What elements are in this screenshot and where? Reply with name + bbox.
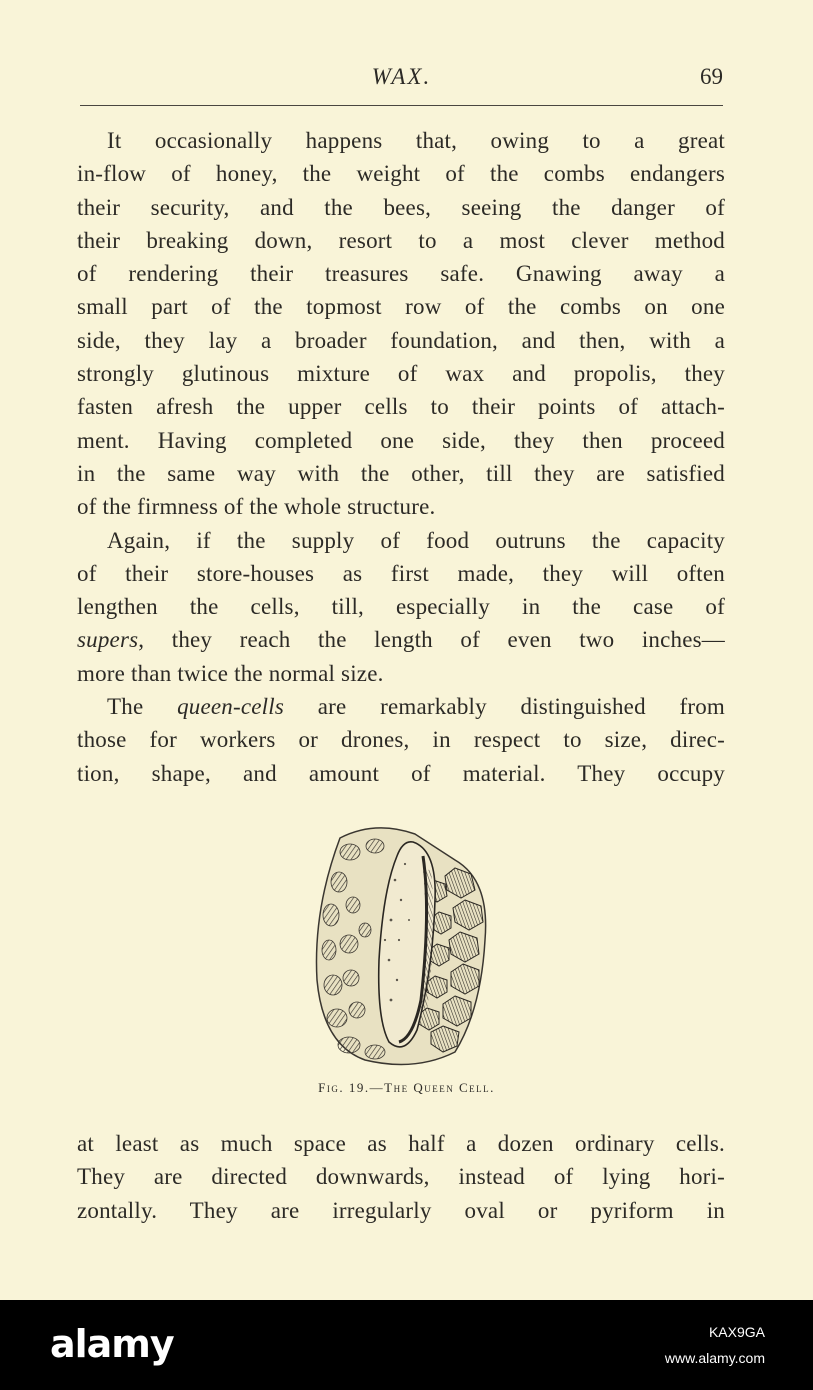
text-line: in the same way with the other, till they are satisfied	[77, 460, 725, 486]
text-line: their security, and the bees, seeing the danger of	[77, 194, 725, 220]
queen-cell-engraving-icon	[305, 820, 495, 1072]
page-number: 69	[700, 64, 723, 89]
text-line: of their store-houses as first made, they will often	[77, 560, 725, 586]
text-line: lengthen the cells, till, especially in the case of	[77, 594, 725, 620]
text-line-italic-term: The queen-cells are remarkably distinguished from	[107, 694, 725, 720]
text-line: of the firmness of the whole structure.	[77, 494, 436, 520]
text-line: small part of the topmost row of the combs on one	[77, 294, 725, 320]
watermark-url: www.alamy.com	[664, 1350, 765, 1366]
body-text-top	[77, 124, 725, 790]
text-line: more than twice the normal size.	[77, 660, 384, 686]
text-line: those for workers or drones, in respect to size, direc-	[77, 727, 725, 753]
text-line: tion, shape, and amount of material. They occupy	[77, 760, 725, 786]
header-rule	[80, 105, 723, 106]
text-line: ment. Having completed one side, they then proceed	[77, 427, 725, 453]
text-line: Again, if the supply of food outruns the capacity	[107, 527, 725, 553]
alamy-logo: alamy	[50, 1322, 174, 1366]
text-line-italic-lead: supers, they reach the length of even two inches—	[77, 627, 725, 653]
text-line: fasten afresh the upper cells to their points of attach-	[77, 394, 725, 420]
figure-caption	[0, 1080, 813, 1096]
text-line: They are directed downwards, instead of lying hori-	[77, 1164, 725, 1190]
body-text-bottom	[77, 1127, 725, 1227]
figure-number: Fig. 19.	[318, 1080, 370, 1095]
text-line: strongly glutinous mixture of wax and propolis, they	[77, 361, 725, 387]
text-line: zontally. They are irregularly oval or pyriform in	[77, 1197, 725, 1223]
figure-title: —The Queen Cell.	[369, 1080, 495, 1095]
running-title: WAX.	[371, 64, 432, 89]
image-id: KAX9GA	[708, 1324, 765, 1340]
text-line: of rendering their treasures safe. Gnawing away a	[77, 261, 725, 287]
queen-cell-illustration	[305, 820, 495, 1072]
text-line: in-flow of honey, the weight of the combs endangers	[77, 161, 725, 187]
text-line: side, they lay a broader foundation, and then, with a	[77, 327, 725, 353]
text-line: at least as much space as half a dozen ordinary cells.	[77, 1131, 725, 1156]
text-line: their breaking down, resort to a most clever method	[77, 227, 725, 253]
stock-watermark-bar	[0, 1300, 813, 1390]
page-header	[80, 60, 723, 100]
text-line: It occasionally happens that, owing to a great	[107, 128, 725, 153]
